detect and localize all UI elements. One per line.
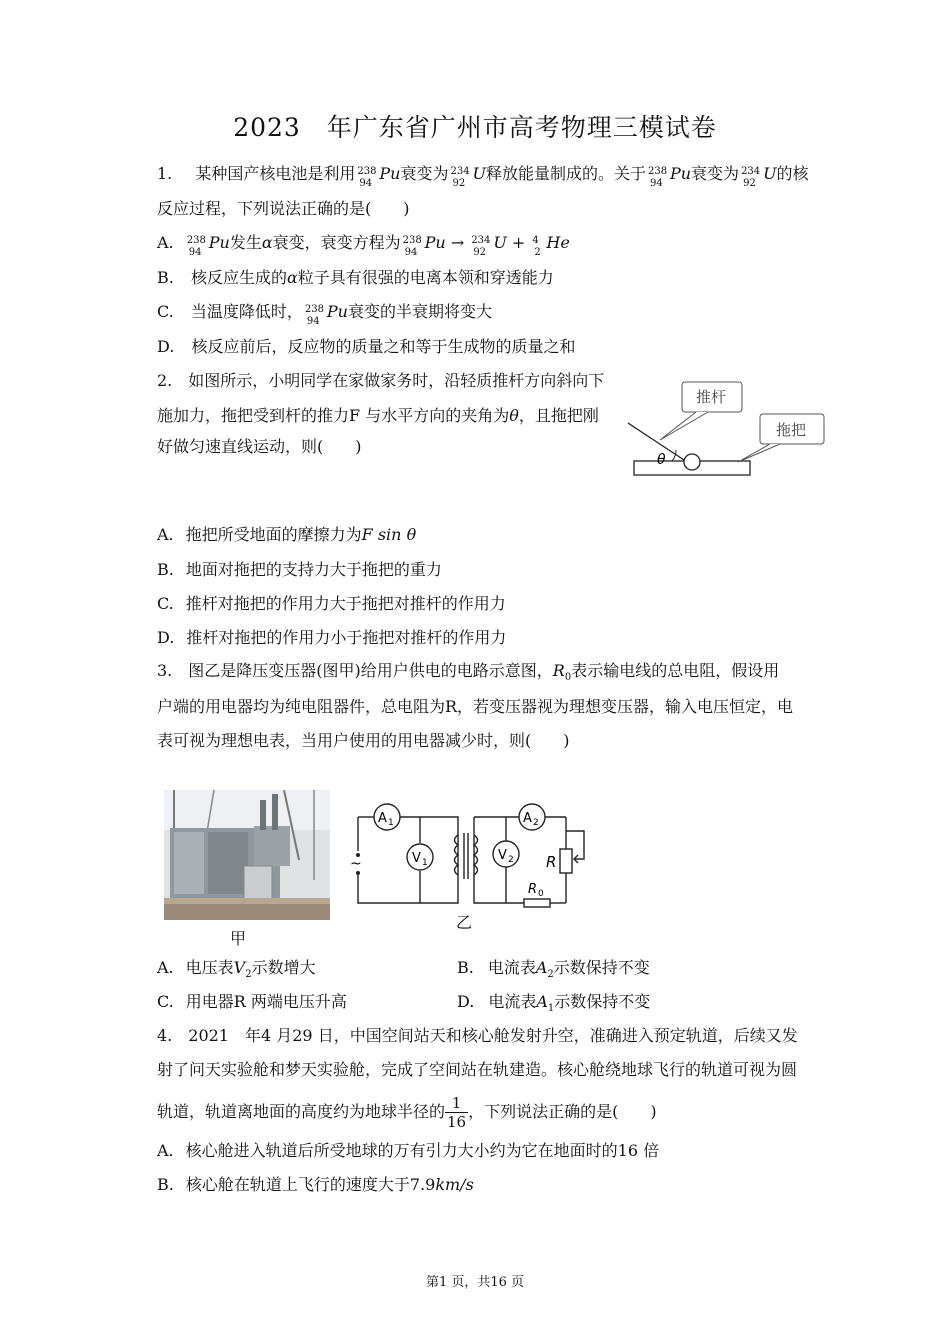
pu-symbol: Pu <box>379 164 401 183</box>
svg-text:2: 2 <box>508 855 514 865</box>
q3-option-c[interactable]: C. 用电器R 两端电压升高 <box>157 992 347 1011</box>
svg-text:2: 2 <box>533 818 539 828</box>
q2-stem-line3: 好做匀速直线运动，则( ) <box>157 437 362 456</box>
svg-text:A: A <box>378 811 387 826</box>
q3-stem-line1: 3. 图乙是降压变压器(图甲)给用户供电的电路示意图，$R_0$表示输电线的总电阻，假设用 <box>157 661 780 684</box>
q1-stem-line2: 反应过程，下列说法正确的是( ) <box>157 199 410 218</box>
q3-stem-line2: 户端的用电器均为纯电阻器件，总电阻为R，若变压器视为理想变压器，输入电压恒定，电 <box>157 697 794 716</box>
mop-figure <box>624 378 834 482</box>
q4-option-b[interactable]: B. 核心舱在轨道上飞行的速度大于7.9km/s <box>157 1175 474 1194</box>
q1-stem-c: 的核 <box>776 164 809 183</box>
svg-text:1: 1 <box>388 818 394 828</box>
page-title: 2023 年广东省广州市高考物理三模试卷 <box>233 113 717 142</box>
q1-stem-line1 <box>157 163 809 189</box>
pu-symbol: Pu <box>669 164 692 183</box>
pu-isotope: 238 94 <box>647 166 668 189</box>
q4-stem-line1: 4. 2021 年4 月29 日，中国空间站天和核心舱发射升空，准确进入预定轨道，后续又发 <box>157 1026 798 1045</box>
q3-stem-line3: 表可视为理想电表，当用户使用的用电器减少时，则( ) <box>157 731 570 750</box>
q1-option-b[interactable]: B. 核反应生成的α粒子具有很强的电离本领和穿透能力 <box>157 268 554 287</box>
q1-option-c[interactable]: C. 当温度降低时， 238 94 Pu衰变的半衰期将变大 <box>157 302 492 327</box>
figure-yi-label: 乙 <box>456 913 473 932</box>
ac-source-label: ~ <box>350 856 362 872</box>
q3-option-b[interactable]: B. 电流表$A_2$示数保持不变 <box>457 958 650 981</box>
q2-stem-line2: 施加力，拖把受到杆的推力F 与水平方向的夹角为θ，且拖把刚 <box>157 406 599 425</box>
u-isotope: 234 92 <box>450 166 470 189</box>
q4-stem-line2: 射了问天实验舱和梦天实验舱，完成了空间站在轨建造。核心舱绕地球飞行的轨道可视为圆 <box>157 1060 798 1079</box>
svg-text:V: V <box>412 851 421 866</box>
svg-text:A: A <box>523 811 532 826</box>
page-footer: 第1 页，共16 页 <box>425 1275 525 1290</box>
fraction-1-16: $\frac{1}{16}$ <box>447 1094 467 1131</box>
mop-label: 拖把 <box>776 421 807 439</box>
q1-decay-word: 衰变为 <box>691 164 740 183</box>
q1-number: 1. <box>157 164 173 183</box>
theta-label: θ <box>657 452 666 468</box>
pu-isotope: 238 94 <box>357 166 377 189</box>
q2-stem-line1: 2. 如图所示，小明同学在家做家务时，沿轻质推杆方向斜向下 <box>157 371 605 390</box>
u-isotope: 234 92 <box>741 166 761 189</box>
q2-option-a[interactable]: A. 拖把所受地面的摩擦力为F sin θ <box>157 525 417 544</box>
q1-option-d[interactable]: D. 核反应前后，反应物的质量之和等于生成物的质量之和 <box>157 337 576 356</box>
svg-text:0: 0 <box>538 889 544 899</box>
q2-option-d[interactable]: D. 推杆对拖把的作用力小于拖把对推杆的作用力 <box>157 628 507 647</box>
q2-option-c[interactable]: C. 推杆对拖把的作用力大于拖把对推杆的作用力 <box>157 594 506 613</box>
svg-text:1: 1 <box>422 858 428 868</box>
transformer-photo <box>164 790 330 920</box>
q1-stem-a: 某种国产核电池是利用 <box>195 164 356 183</box>
q4-stem-line3: 轨道，轨道离地面的高度约为地球半径的 $\frac{1}{16}$ ，下列说法正确的是( ) <box>157 1094 657 1131</box>
resistor-r0-label: R <box>528 882 538 897</box>
q3-option-d[interactable]: D. 电流表$A_1$示数保持不变 <box>457 992 651 1015</box>
resistor-r-label: R <box>546 853 557 871</box>
figure-jia-label: 甲 <box>230 929 247 948</box>
u-symbol: U <box>472 164 486 183</box>
q4-option-a[interactable]: A. 核心舱进入轨道后所受地球的万有引力大小约为它在地面时的16 倍 <box>157 1141 660 1160</box>
svg-text:V: V <box>498 848 507 863</box>
q1-option-a[interactable]: A. 238 94 Pu发生α衰变，衰变方程为 238 94 Pu → 234 92 U + 4 2 He <box>157 233 570 258</box>
mop-head-shape <box>684 454 700 470</box>
q2-option-b[interactable]: B. 地面对拖把的支持力大于拖把的重力 <box>157 560 442 579</box>
q3-option-a[interactable]: A. 电压表$V_2$示数增大 <box>157 958 316 981</box>
q1-stem-b: 释放能量制成的。关于 <box>485 164 646 183</box>
q1-decay-word: 衰变为 <box>400 164 449 183</box>
push-rod-label: 推杆 <box>696 388 727 406</box>
u-symbol: U <box>763 164 777 183</box>
